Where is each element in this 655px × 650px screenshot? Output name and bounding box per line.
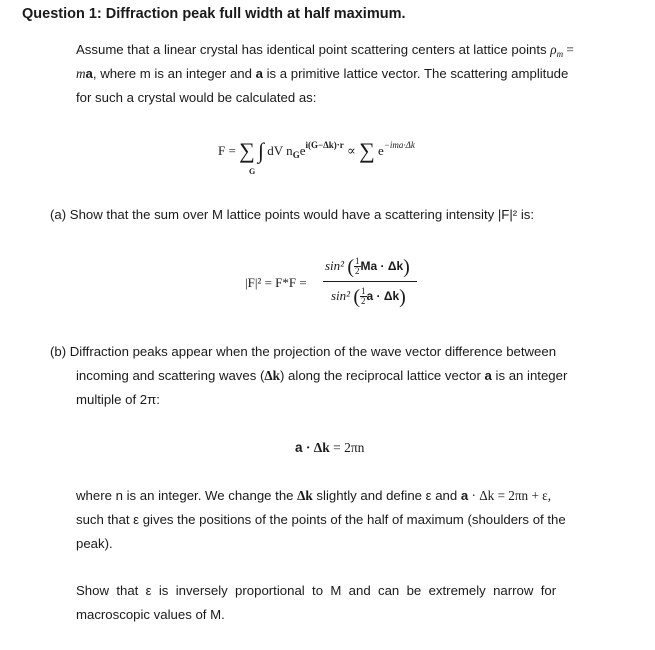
- num-left-paren: (: [347, 256, 354, 278]
- exponent-1: i(G−Δk)·r: [305, 140, 344, 150]
- dv-term: dV n: [267, 143, 293, 158]
- intro-line-2-rest: is a primitive lattice vector. The scattering amplitude: [262, 66, 569, 81]
- intensity-lhs: |F|² = F*F =: [245, 275, 307, 290]
- den-right-paren: ): [399, 286, 406, 308]
- part-b-line-2: [76, 364, 567, 388]
- definition-line-1: [76, 484, 551, 508]
- equals-sign: =: [563, 42, 574, 57]
- m-symbol: m: [76, 66, 86, 81]
- den-sin-squared: sin²: [331, 288, 351, 303]
- den-half-denominator: 2: [361, 296, 366, 306]
- part-b-line-2-pre: incoming and scattering waves (: [76, 368, 265, 383]
- delta-k: Δk: [264, 368, 280, 383]
- final-line-1: Show that ε is inversely proportional to M and can be extremely narrow for: [76, 583, 557, 598]
- sum-symbol-2: ∑: [359, 138, 375, 163]
- intensity-numerator: [325, 256, 410, 279]
- a-vector: a: [85, 66, 93, 81]
- num-body: Ma · Δk: [360, 259, 404, 273]
- sum-symbol: ∑: [239, 138, 255, 163]
- part-b-line-2-post: is an integer: [491, 368, 568, 383]
- exp-base-2: e: [378, 143, 384, 158]
- exponent-2: −ima·Δk: [383, 140, 415, 150]
- bragg-a: a: [295, 440, 303, 455]
- rho-symbol: ρ: [550, 42, 557, 57]
- part-b-line-2-mid: ) along the reciprocal lattice vector: [280, 368, 485, 383]
- amplitude-formula: [218, 138, 415, 164]
- bragg-rhs: = 2πn: [329, 440, 365, 455]
- integral-symbol: ∫: [258, 138, 265, 163]
- num-half-numerator: 1: [355, 256, 360, 266]
- formula-lhs: F =: [218, 143, 236, 158]
- intro-line-2: [76, 62, 568, 86]
- den-left-paren: (: [353, 286, 360, 308]
- rho-subscript: m: [556, 49, 564, 59]
- def-1-pre: where n is an integer. We change the: [76, 488, 298, 503]
- final-line-2: macroscopic values of M.: [76, 607, 225, 622]
- den-half-numerator: 1: [361, 286, 366, 296]
- part-b-line-1: (b) Diffraction peaks appear when the projection of the wave vector difference between: [50, 344, 557, 359]
- def-1-post: · Δk = 2πn + ε,: [468, 488, 552, 503]
- den-body: a · Δk: [366, 289, 400, 303]
- def-delta-k: Δk: [297, 488, 313, 503]
- intro-line-1-text: Assume that a linear crystal has identical point scattering centers at lattice points: [76, 42, 551, 57]
- n-subscript: G: [292, 150, 300, 160]
- fraction-bar: [323, 281, 417, 282]
- bragg-condition: [295, 436, 364, 460]
- intro-line-3: for such a crystal would be calculated as:: [76, 90, 317, 105]
- part-b-line-3: multiple of 2π:: [76, 392, 160, 407]
- exp-base: e: [299, 143, 306, 158]
- num-right-paren: ): [403, 256, 410, 278]
- sum-subscript-g: G: [249, 167, 256, 176]
- def-a: a: [460, 488, 469, 503]
- def-1-mid: slightly and define ε and: [312, 488, 461, 503]
- intro-line-2-text: , where m is an integer and: [92, 66, 256, 81]
- a-vector-3: a: [484, 368, 492, 383]
- num-half-denominator: 2: [355, 266, 360, 276]
- bragg-dk: · Δk: [302, 440, 330, 455]
- definition-line-3: peak).: [76, 536, 113, 551]
- definition-line-2: such that ε gives the positions of the points of the half of maximum (shoulders of the: [76, 512, 566, 527]
- proportional-symbol: ∝: [347, 143, 356, 158]
- question-title: Question 1: Diffraction peak full width at half maximum.: [22, 6, 406, 22]
- intensity-denominator: [331, 286, 406, 309]
- part-a-text: (a) Show that the sum over M lattice points would have a scattering intensity |F|² is:: [50, 207, 535, 222]
- num-sin-squared: sin²: [325, 258, 345, 273]
- a-vector-2: a: [255, 66, 263, 81]
